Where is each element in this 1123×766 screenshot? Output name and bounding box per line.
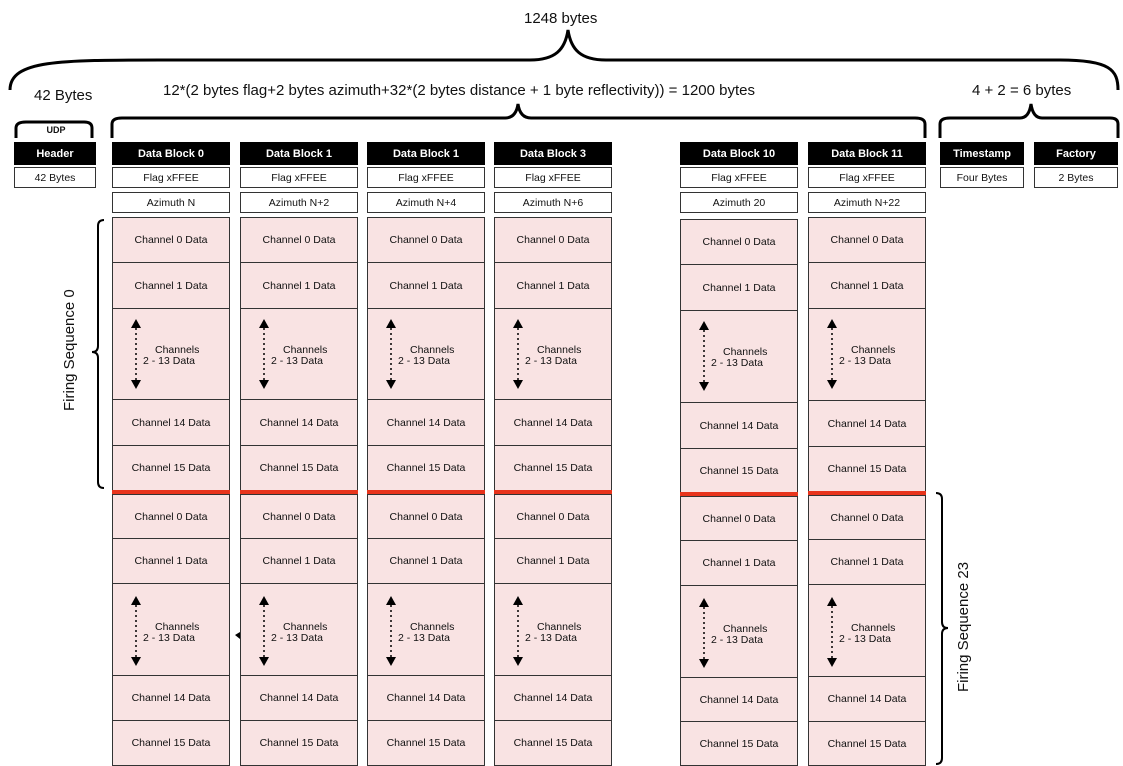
channel-range-label: Channels 2 - 13 Data [839, 344, 896, 367]
channel-range-label: Channels 2 - 13 Data [525, 344, 582, 367]
channel-0-cell: Channel 0 Data [112, 494, 230, 539]
channel-15-cell: Channel 15 Data [680, 448, 798, 493]
data-formula-label: 12*(2 bytes flag+2 bytes azimuth+32*(2 bytes distance + 1 byte reflectivity)) = 1200 bytes [163, 82, 755, 99]
channel-14-cell: Channel 14 Data [112, 399, 230, 446]
channel-range-cell [367, 583, 485, 676]
channel-range-cell [112, 583, 230, 676]
channel-15-cell: Channel 15 Data [680, 721, 798, 766]
channel-0-cell: Channel 0 Data [680, 219, 798, 265]
tail-bytes-brace [940, 104, 1118, 138]
channel-range-label: Channels 2 - 13 Data [143, 621, 200, 644]
block-flag: Flag xFFEE [808, 167, 926, 188]
channel-range-cell [240, 308, 358, 400]
header-title: Header [14, 142, 96, 165]
udp-size-label: 42 Bytes [34, 87, 93, 104]
channel-0-cell: Channel 0 Data [367, 494, 485, 539]
block-title: Data Block 1 [367, 142, 485, 165]
channel-15-cell: Channel 15 Data [112, 720, 230, 766]
channel-range-cell [494, 583, 612, 676]
channel-0-cell: Channel 0 Data [494, 494, 612, 539]
channel-range-label: Channels 2 - 13 Data [711, 623, 768, 646]
channel-15-cell: Channel 15 Data [494, 720, 612, 766]
channel-range-cell [367, 308, 485, 400]
block-flag: Flag xFFEE [367, 167, 485, 188]
channel-15-cell: Channel 15 Data [367, 445, 485, 491]
channel-1-cell: Channel 1 Data [494, 262, 612, 309]
channel-1-cell: Channel 1 Data [240, 262, 358, 309]
channel-0-cell: Channel 0 Data [240, 217, 358, 263]
block-azimuth: Azimuth N+6 [494, 192, 612, 213]
channel-15-cell: Channel 15 Data [240, 720, 358, 766]
channel-0-cell: Channel 0 Data [494, 217, 612, 263]
channel-1-cell: Channel 1 Data [680, 264, 798, 311]
channel-0-cell: Channel 0 Data [367, 217, 485, 263]
channel-range-cell [680, 310, 798, 403]
channel-14-cell: Channel 14 Data [680, 402, 798, 449]
firing-sequence-0-brace [92, 220, 104, 488]
channel-range-cell [112, 308, 230, 400]
block-title: Data Block 0 [112, 142, 230, 165]
channel-14-cell: Channel 14 Data [808, 400, 926, 447]
channel-1-cell: Channel 1 Data [494, 538, 612, 584]
channel-14-cell: Channel 14 Data [240, 399, 358, 446]
channel-range-label: Channels 2 - 13 Data [143, 344, 200, 367]
channel-1-cell: Channel 1 Data [808, 262, 926, 309]
header-size: 42 Bytes [14, 167, 96, 188]
channel-range-cell [808, 308, 926, 401]
block-title: Data Block 1 [240, 142, 358, 165]
channel-15-cell: Channel 15 Data [808, 721, 926, 766]
timestamp-title: Timestamp [940, 142, 1024, 165]
channel-15-cell: Channel 15 Data [808, 446, 926, 492]
channel-1-cell: Channel 1 Data [112, 538, 230, 584]
channel-15-cell: Channel 15 Data [494, 445, 612, 491]
channel-range-label: Channels 2 - 13 Data [398, 621, 455, 644]
channel-14-cell: Channel 14 Data [808, 676, 926, 722]
channel-range-cell [494, 308, 612, 400]
channel-1-cell: Channel 1 Data [367, 538, 485, 584]
channel-15-cell: Channel 15 Data [240, 445, 358, 491]
block-title: Data Block 3 [494, 142, 612, 165]
channel-0-cell: Channel 0 Data [240, 494, 358, 539]
total-bytes-label: 1248 bytes [524, 10, 598, 27]
data-bytes-brace [112, 104, 925, 138]
channel-1-cell: Channel 1 Data [112, 262, 230, 309]
channel-0-cell: Channel 0 Data [680, 496, 798, 541]
channel-1-cell: Channel 1 Data [680, 540, 798, 586]
channel-14-cell: Channel 14 Data [240, 675, 358, 721]
channel-range-cell [240, 583, 358, 676]
block-flag: Flag xFFEE [240, 167, 358, 188]
block-azimuth: Azimuth N+4 [367, 192, 485, 213]
channel-1-cell: Channel 1 Data [367, 262, 485, 309]
channel-range-label: Channels 2 - 13 Data [839, 622, 896, 645]
channel-14-cell: Channel 14 Data [494, 675, 612, 721]
channel-14-cell: Channel 14 Data [367, 675, 485, 721]
channel-range-label: Channels 2 - 13 Data [525, 621, 582, 644]
channel-14-cell: Channel 14 Data [367, 399, 485, 446]
channel-14-cell: Channel 14 Data [680, 677, 798, 722]
channel-0-cell: Channel 0 Data [112, 217, 230, 263]
channel-15-cell: Channel 15 Data [112, 445, 230, 491]
channel-0-cell: Channel 0 Data [808, 217, 926, 263]
timestamp-size: Four Bytes [940, 167, 1024, 188]
block-title: Data Block 10 [680, 142, 798, 165]
block-title: Data Block 11 [808, 142, 926, 165]
block-flag: Flag xFFEE [112, 167, 230, 188]
factory-size: 2 Bytes [1034, 167, 1118, 188]
channel-range-cell [808, 584, 926, 677]
channel-range-cell [680, 585, 798, 678]
channel-range-label: Channels 2 - 13 Data [271, 344, 328, 367]
channel-0-cell: Channel 0 Data [808, 495, 926, 540]
factory-title: Factory [1034, 142, 1118, 165]
block-azimuth: Azimuth N+22 [808, 192, 926, 213]
block-flag: Flag xFFEE [494, 167, 612, 188]
udp-label: UDP [46, 125, 66, 135]
channel-15-cell: Channel 15 Data [367, 720, 485, 766]
firing-sequence-23-brace [936, 493, 948, 764]
channel-range-label: Channels 2 - 13 Data [398, 344, 455, 367]
firing-sequence-0-label: Firing Sequence 0 [61, 289, 78, 411]
block-azimuth: Azimuth N+2 [240, 192, 358, 213]
block-azimuth: Azimuth N [112, 192, 230, 213]
channel-range-label: Channels 2 - 13 Data [711, 346, 768, 369]
channel-range-label: Channels 2 - 13 Data [271, 621, 328, 644]
channel-14-cell: Channel 14 Data [494, 399, 612, 446]
channel-14-cell: Channel 14 Data [112, 675, 230, 721]
tail-bytes-label: 4 + 2 = 6 bytes [972, 82, 1072, 99]
total-bytes-brace [10, 30, 1118, 90]
firing-sequence-23-label: Firing Sequence 23 [955, 561, 972, 693]
channel-1-cell: Channel 1 Data [808, 539, 926, 585]
block-azimuth: Azimuth 20 [680, 192, 798, 213]
block-flag: Flag xFFEE [680, 167, 798, 188]
channel-1-cell: Channel 1 Data [240, 538, 358, 584]
